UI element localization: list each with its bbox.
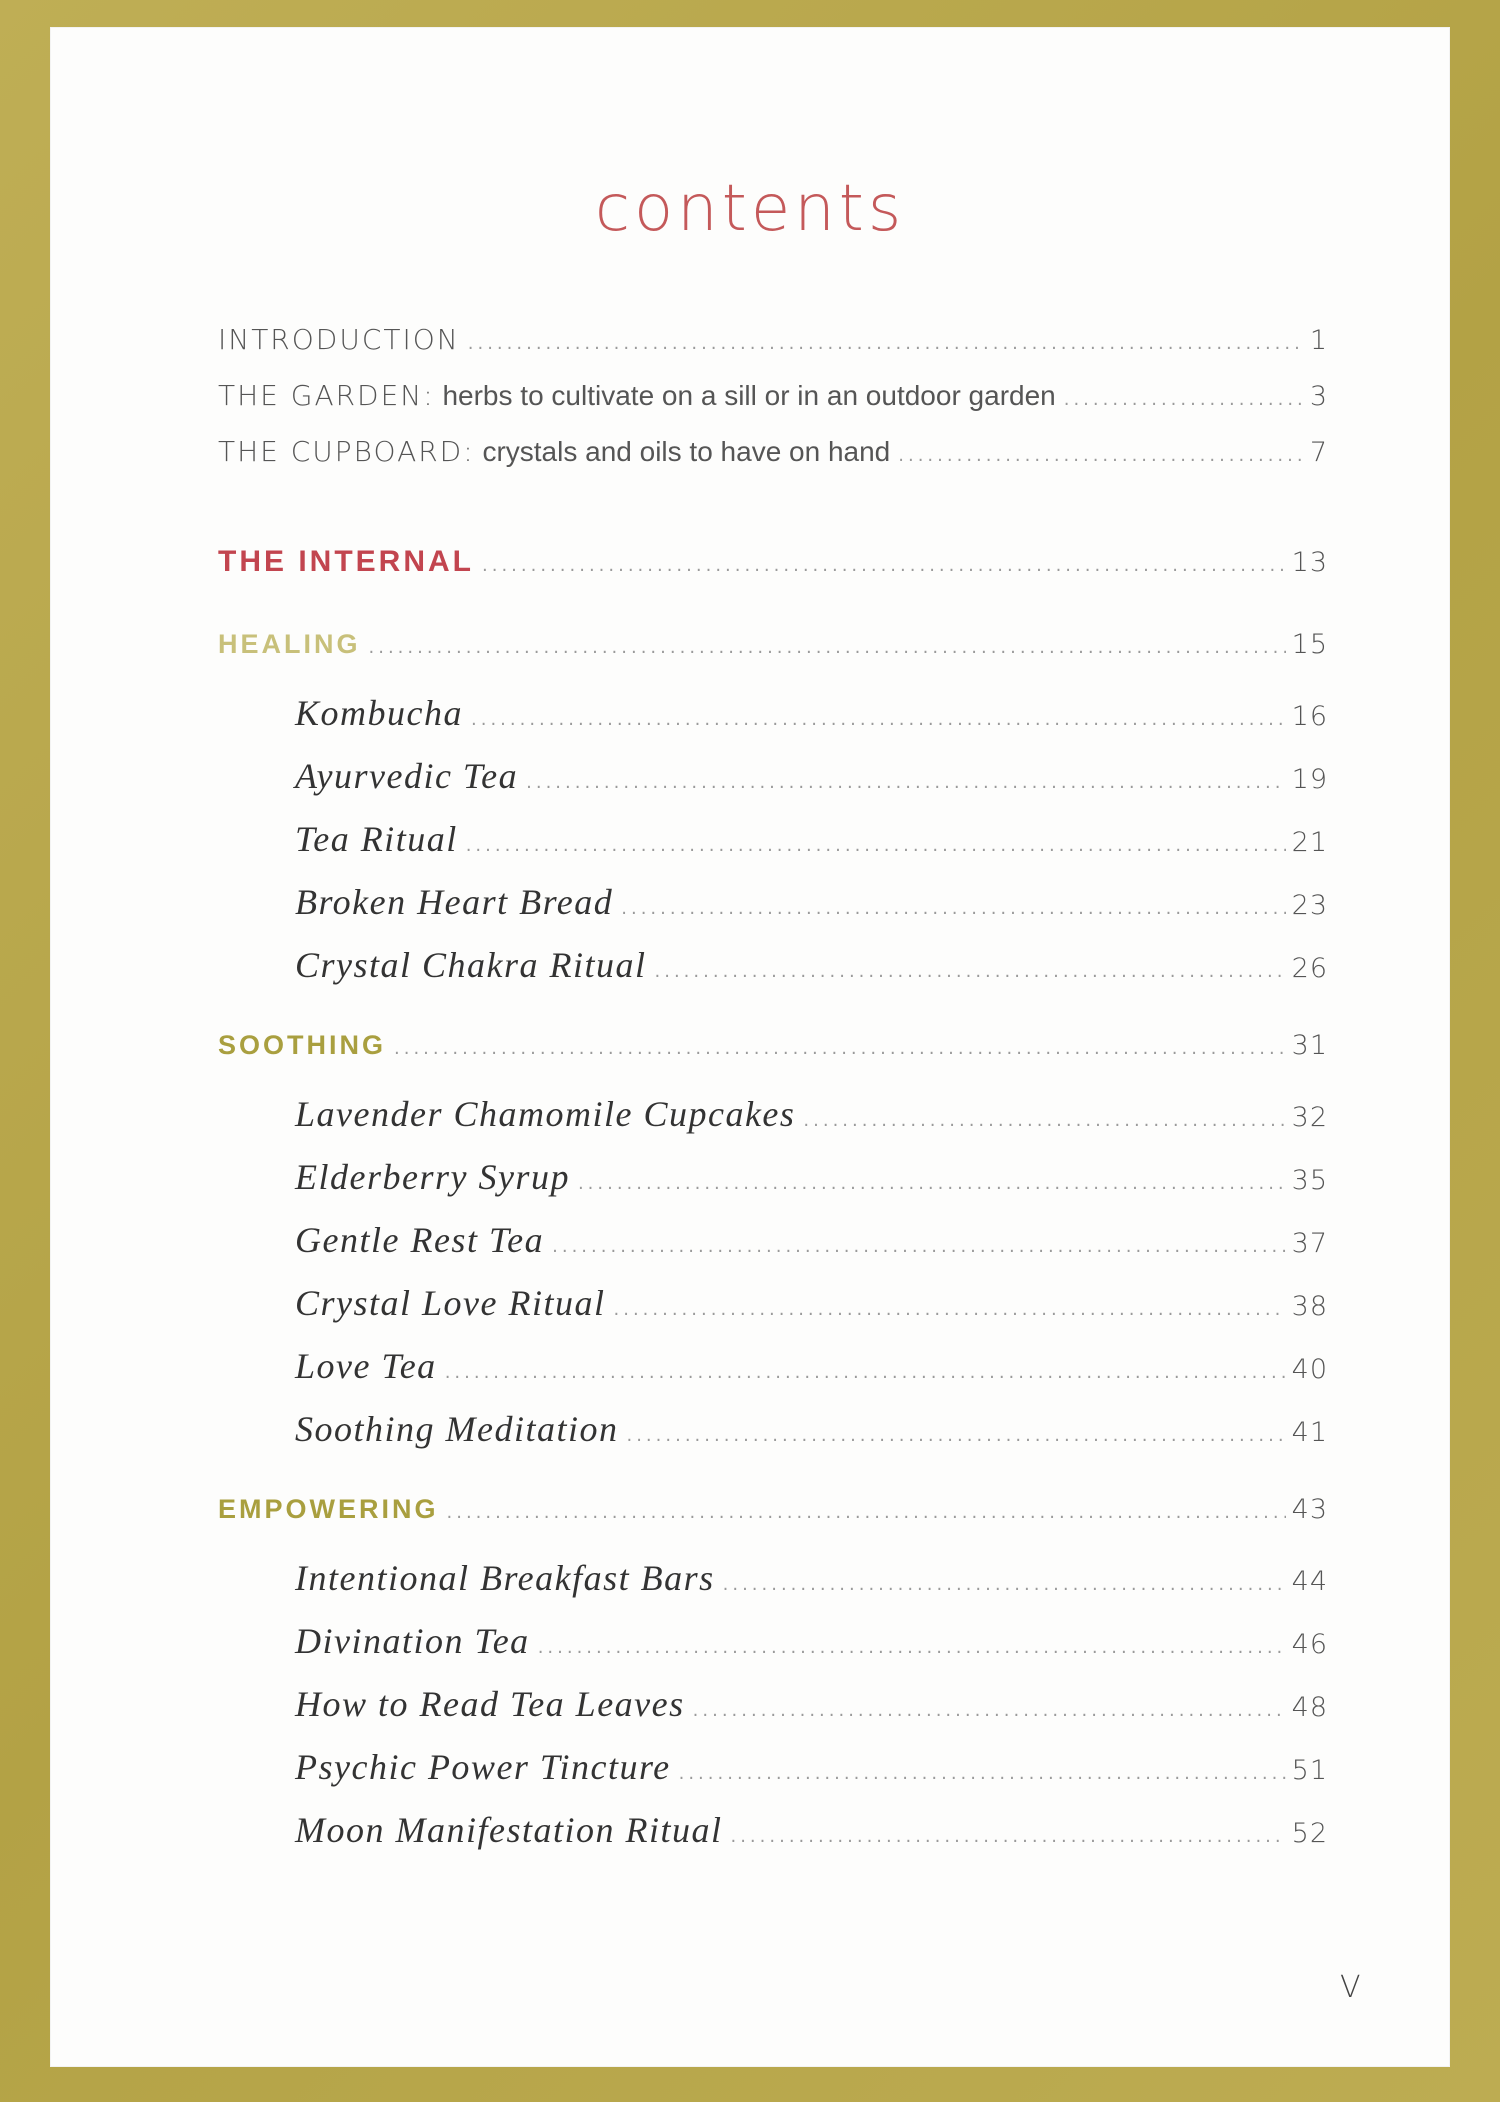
dot-leader bbox=[723, 1574, 1286, 1595]
toc-item-divination-tea[interactable] bbox=[295, 1620, 1328, 1666]
page-folio: V bbox=[1340, 1970, 1361, 2005]
dot-leader bbox=[898, 445, 1304, 466]
dot-leader bbox=[621, 898, 1285, 919]
toc-item-ayurvedic-tea[interactable] bbox=[295, 755, 1328, 801]
dot-leader bbox=[614, 1299, 1286, 1320]
toc-page-number: 15 bbox=[1291, 629, 1328, 660]
toc-page-number: 13 bbox=[1291, 547, 1328, 578]
toc-part-label: THE INTERNAL bbox=[218, 545, 474, 578]
toc-item-crystal-love-ritual[interactable] bbox=[295, 1282, 1328, 1328]
toc-page-number: 21 bbox=[1291, 827, 1328, 858]
dot-leader bbox=[471, 709, 1286, 730]
toc-item-label: Ayurvedic Tea bbox=[295, 756, 519, 796]
toc-item-label: Tea Ritual bbox=[295, 819, 458, 859]
dot-leader bbox=[447, 1502, 1286, 1523]
toc-page-number: 31 bbox=[1291, 1030, 1328, 1061]
dot-leader bbox=[466, 835, 1286, 856]
toc-page-number: 43 bbox=[1291, 1494, 1328, 1525]
toc-page-number: 51 bbox=[1291, 1755, 1328, 1786]
toc-page-number: 23 bbox=[1291, 890, 1328, 921]
toc-item-love-tea[interactable] bbox=[295, 1345, 1328, 1391]
dot-leader bbox=[578, 1173, 1286, 1194]
toc-item-elderberry-syrup[interactable] bbox=[295, 1156, 1328, 1202]
toc-item-soothing-meditation[interactable] bbox=[295, 1408, 1328, 1454]
toc-item-label: Kombucha bbox=[295, 693, 463, 733]
toc-section-label: HEALING bbox=[218, 629, 361, 659]
toc-item-label: Gentle Rest Tea bbox=[295, 1220, 545, 1260]
toc-page-number: 35 bbox=[1291, 1165, 1328, 1196]
toc-part-the-internal[interactable] bbox=[218, 545, 1328, 591]
toc-item-label: Moon Manifestation Ritual bbox=[295, 1810, 723, 1850]
dot-leader bbox=[482, 555, 1286, 576]
dot-leader bbox=[394, 1038, 1286, 1059]
toc-page-number: 40 bbox=[1291, 1354, 1328, 1385]
toc-item-intentional-breakfast-bars[interactable] bbox=[295, 1557, 1328, 1603]
toc-page-number: 38 bbox=[1291, 1291, 1328, 1322]
toc-item-crystal-chakra-ritual[interactable] bbox=[295, 944, 1328, 990]
toc-item-label: Love Tea bbox=[295, 1346, 437, 1386]
toc-entry-the-garden[interactable] bbox=[218, 379, 1328, 425]
toc-item-label: Crystal Love Ritual bbox=[295, 1283, 606, 1323]
toc-section-healing[interactable] bbox=[218, 629, 1328, 675]
toc-entry-label: THE CUPBOARD: crystals and oils to have on hand bbox=[218, 435, 891, 468]
toc-page-number: 32 bbox=[1291, 1102, 1328, 1133]
page-title: contents bbox=[594, 172, 906, 246]
toc-page-number: 16 bbox=[1291, 701, 1328, 732]
toc-item-how-to-read-tea-leaves[interactable] bbox=[295, 1683, 1328, 1729]
toc-page-number: 41 bbox=[1291, 1417, 1328, 1448]
toc-section-label: SOOTHING bbox=[218, 1030, 387, 1060]
toc-item-label: Soothing Meditation bbox=[295, 1409, 619, 1449]
dot-leader bbox=[693, 1700, 1286, 1721]
toc-item-gentle-rest-tea[interactable] bbox=[295, 1219, 1328, 1265]
toc-section-label: EMPOWERING bbox=[218, 1494, 439, 1524]
toc-page-number: 52 bbox=[1291, 1818, 1328, 1849]
toc-item-label: Psychic Power Tincture bbox=[295, 1747, 671, 1787]
dot-leader bbox=[526, 772, 1286, 793]
toc-item-label: Elderberry Syrup bbox=[295, 1157, 570, 1197]
toc-item-kombucha[interactable] bbox=[295, 692, 1328, 738]
toc-item-moon-manifestation-ritual[interactable] bbox=[295, 1809, 1328, 1855]
dot-leader bbox=[369, 637, 1286, 658]
toc-item-label: How to Read Tea Leaves bbox=[295, 1684, 685, 1724]
book-page bbox=[50, 27, 1450, 2067]
toc-item-psychic-power-tincture[interactable] bbox=[295, 1746, 1328, 1792]
toc-item-tea-ritual[interactable] bbox=[295, 818, 1328, 864]
dot-leader bbox=[552, 1236, 1286, 1257]
toc-page-number: 7 bbox=[1309, 437, 1328, 468]
toc-page-number: 44 bbox=[1291, 1566, 1328, 1597]
dot-leader bbox=[538, 1637, 1286, 1658]
dot-leader bbox=[730, 1826, 1285, 1847]
dot-leader bbox=[655, 961, 1286, 982]
dot-leader bbox=[468, 333, 1304, 354]
toc-item-broken-heart-bread[interactable] bbox=[295, 881, 1328, 927]
dot-leader bbox=[445, 1362, 1286, 1383]
toc-item-label: Intentional Breakfast Bars bbox=[295, 1558, 715, 1598]
dot-leader bbox=[626, 1425, 1285, 1446]
toc-item-label: Crystal Chakra Ritual bbox=[295, 945, 647, 985]
toc-page-number: 3 bbox=[1309, 381, 1328, 412]
toc-item-label: Lavender Chamomile Cupcakes bbox=[295, 1094, 796, 1134]
dot-leader bbox=[679, 1763, 1286, 1784]
toc-item-label: Broken Heart Bread bbox=[295, 882, 614, 922]
toc-entry-the-cupboard[interactable] bbox=[218, 435, 1328, 481]
toc-page-number: 1 bbox=[1309, 325, 1328, 356]
toc-page-number: 46 bbox=[1291, 1629, 1328, 1660]
toc-page-number: 19 bbox=[1291, 764, 1328, 795]
toc-entry-introduction[interactable] bbox=[218, 323, 1328, 369]
toc-entry-label: THE GARDEN: herbs to cultivate on a sill or in an outdoor garden bbox=[218, 379, 1056, 412]
toc-entry-label: INTRODUCTION bbox=[218, 323, 460, 356]
dot-leader bbox=[1064, 389, 1304, 410]
toc-section-empowering[interactable] bbox=[218, 1494, 1328, 1540]
toc-page-number: 48 bbox=[1291, 1692, 1328, 1723]
toc-page-number: 26 bbox=[1291, 953, 1328, 984]
toc-section-soothing[interactable] bbox=[218, 1030, 1328, 1076]
toc-item-lavender-chamomile-cupcakes[interactable] bbox=[295, 1093, 1328, 1139]
dot-leader bbox=[803, 1110, 1285, 1131]
toc-item-label: Divination Tea bbox=[295, 1621, 530, 1661]
toc-page-number: 37 bbox=[1291, 1228, 1328, 1259]
